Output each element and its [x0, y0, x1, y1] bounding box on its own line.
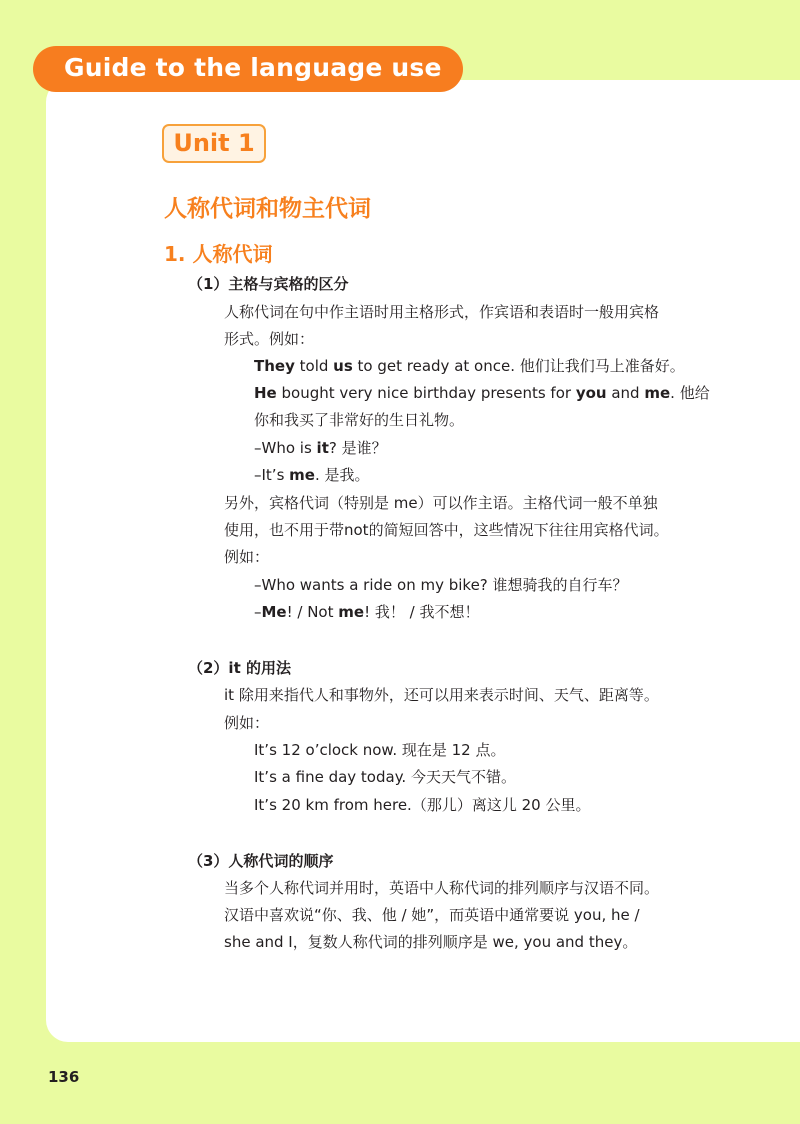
- part2-example-1: It’s 12 o’clock now. 现在是 12 点。: [254, 741, 506, 759]
- example-4: –It’s me. 是我。: [254, 466, 370, 484]
- subsection-title: 1. 人称代词: [164, 242, 273, 266]
- part1-note-line2: 使用，也不用于带not的简短回答中，这些情况下往往用宾格代词。: [224, 521, 669, 539]
- example-5: –Who wants a ride on my bike? 谁想骑我的自行车？: [254, 576, 628, 594]
- page-number: 136: [48, 1068, 80, 1086]
- section-title: 人称代词和物主代词: [164, 196, 371, 222]
- example-2: He bought very nice birthday presents for you and me. 他给: [254, 384, 710, 402]
- part3-line1: 当多个人称代词并用时，英语中人称代词的排列顺序与汉语不同。: [224, 879, 660, 897]
- example-6: –Me! / Not me! 我！ / 我不想！: [254, 603, 480, 621]
- example-3: –Who is it? 是谁？: [254, 439, 387, 457]
- part3-heading: （3）人称代词的顺序: [188, 852, 334, 870]
- part1-note-line3: 例如：: [224, 548, 270, 566]
- banner-title: Guide to the language use: [64, 53, 442, 82]
- part3-line3: she and I，复数人称代词的排列顺序是 we, you and they。: [224, 933, 638, 951]
- example-2-continued: 你和我买了非常好的生日礼物。: [254, 411, 465, 429]
- part2-heading: （2）it 的用法: [188, 659, 291, 677]
- part1-note-line1: 另外，宾格代词（特别是 me）可以作主语。主格代词一般不单独: [224, 494, 658, 512]
- part2-intro-line1: it 除用来指代人和事物外，还可以用来表示时间、天气、距离等。: [224, 686, 659, 704]
- unit-label: Unit 1: [162, 124, 266, 163]
- example-1: They told us to get ready at once. 他们让我们马上准备好。: [254, 357, 685, 375]
- part1-intro-line1: 人称代词在句中作主语时用主格形式，作宾语和表语时一般用宾格: [224, 303, 660, 321]
- part3-line2: 汉语中喜欢说“你、我、他 / 她”，而英语中通常要说 you, he /: [224, 906, 640, 924]
- part1-intro-line2: 形式。例如：: [224, 330, 315, 348]
- part2-example-2: It’s a fine day today. 今天天气不错。: [254, 768, 516, 786]
- part1-heading: （1）主格与宾格的区分: [188, 275, 349, 293]
- part2-intro-line2: 例如：: [224, 714, 270, 732]
- part2-example-3: It’s 20 km from here.（那儿）离这儿 20 公里。: [254, 796, 591, 814]
